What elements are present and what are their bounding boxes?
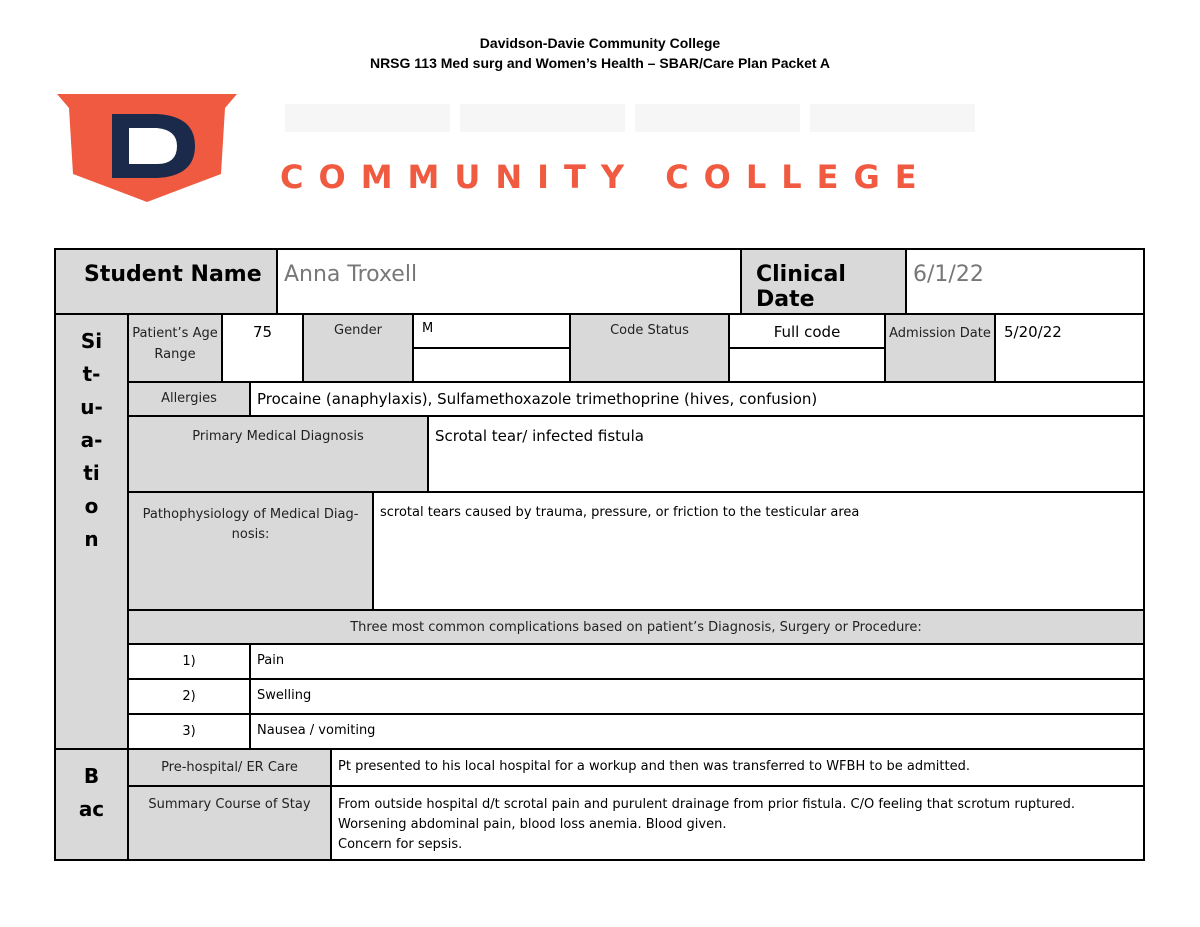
side-letter: u-	[80, 395, 103, 419]
course-title: NRSG 113 Med surg and Women’s Health – SBAR/Care Plan Packet A	[369, 55, 831, 71]
gender-extra-field[interactable]	[412, 347, 571, 383]
student-name-label-cell	[54, 248, 278, 315]
complication-number: 3)	[127, 713, 251, 750]
code-status-extra-field[interactable]	[728, 347, 886, 383]
complication-number: 2)	[127, 678, 251, 715]
summary-value[interactable]	[330, 785, 1145, 861]
student-name-label: Student Name	[84, 262, 262, 287]
complication-3-value[interactable]: Nausea / vomiting	[249, 713, 1145, 750]
clinical-date-value: 6/1/22	[913, 262, 984, 287]
side-letter: n	[84, 527, 99, 551]
side-letter: a-	[80, 428, 103, 452]
student-name-value: Anna Troxell	[284, 262, 418, 287]
summary-line: Concern for sepsis.	[338, 837, 463, 852]
complications-header: Three most common complications based on patient’s Diagnosis, Surgery or Procedure:	[127, 609, 1145, 645]
logo-wordmark: COMMUNITY COLLEGE	[280, 158, 932, 196]
clinical-date-label: Clinical Date	[756, 262, 846, 312]
complication-2-value[interactable]: Swelling	[249, 678, 1145, 715]
diagnosis-label: Primary Medical Diagnosis	[127, 415, 429, 493]
side-letter: Si	[80, 329, 103, 353]
situation-side-label	[54, 313, 129, 750]
gender-label: Gender	[302, 313, 414, 383]
pathophysiology-value[interactable]: scrotal tears caused by trauma, pressure, or friction to the testicular area	[372, 491, 1145, 611]
complication-number: 1)	[127, 643, 251, 680]
summary-label: Summary Course of Stay	[127, 785, 332, 861]
clinical-date-field[interactable]	[905, 248, 1145, 315]
diagnosis-value[interactable]: Scrotal tear/ infected fistula	[427, 415, 1145, 493]
side-letter: o	[84, 494, 99, 518]
summary-line: Worsening abdominal pain, blood loss anemia. Blood given.	[338, 817, 727, 832]
student-name-field[interactable]	[276, 248, 742, 315]
complication-1-value[interactable]: Pain	[249, 643, 1145, 680]
side-letter: ac	[78, 797, 105, 821]
admission-date-label: Admission Date	[884, 313, 996, 383]
code-status-label: Code Status	[569, 313, 730, 383]
college-logo-shield	[57, 94, 237, 209]
logo-ghost-text	[285, 104, 975, 140]
college-title: Davidson-Davie Community College	[479, 35, 721, 51]
background-side-label	[54, 748, 129, 861]
age-range-label: Patient’s Age Range	[127, 313, 223, 383]
age-range-value[interactable]: 75	[221, 313, 304, 383]
summary-line: From outside hospital d/t scrotal pain and purulent drainage from prior fistula. C/O feeling that scrotum ruptured.	[338, 797, 1075, 812]
side-letter: B	[83, 764, 100, 788]
allergies-value[interactable]: Procaine (anaphylaxis), Sulfamethoxazole trimethoprine (hives, confusion)	[249, 381, 1145, 417]
prehospital-label: Pre-hospital/ ER Care	[127, 748, 332, 787]
code-status-value[interactable]: Full code	[728, 313, 886, 349]
prehospital-value[interactable]: Pt presented to his local hospital for a workup and then was transferred to WFBH to be admitted.	[330, 748, 1145, 787]
admission-date-value[interactable]: 5/20/22	[994, 313, 1145, 383]
logo-letter: D	[57, 94, 58, 95]
side-letter: ti	[83, 461, 100, 485]
side-letter: t-	[82, 362, 101, 386]
allergies-label: Allergies	[127, 381, 251, 417]
clinical-date-label-cell	[740, 248, 907, 315]
gender-value[interactable]: M	[412, 313, 571, 349]
pathophysiology-label: Pathophysiology of Medical Diag-nosis:	[127, 491, 374, 611]
